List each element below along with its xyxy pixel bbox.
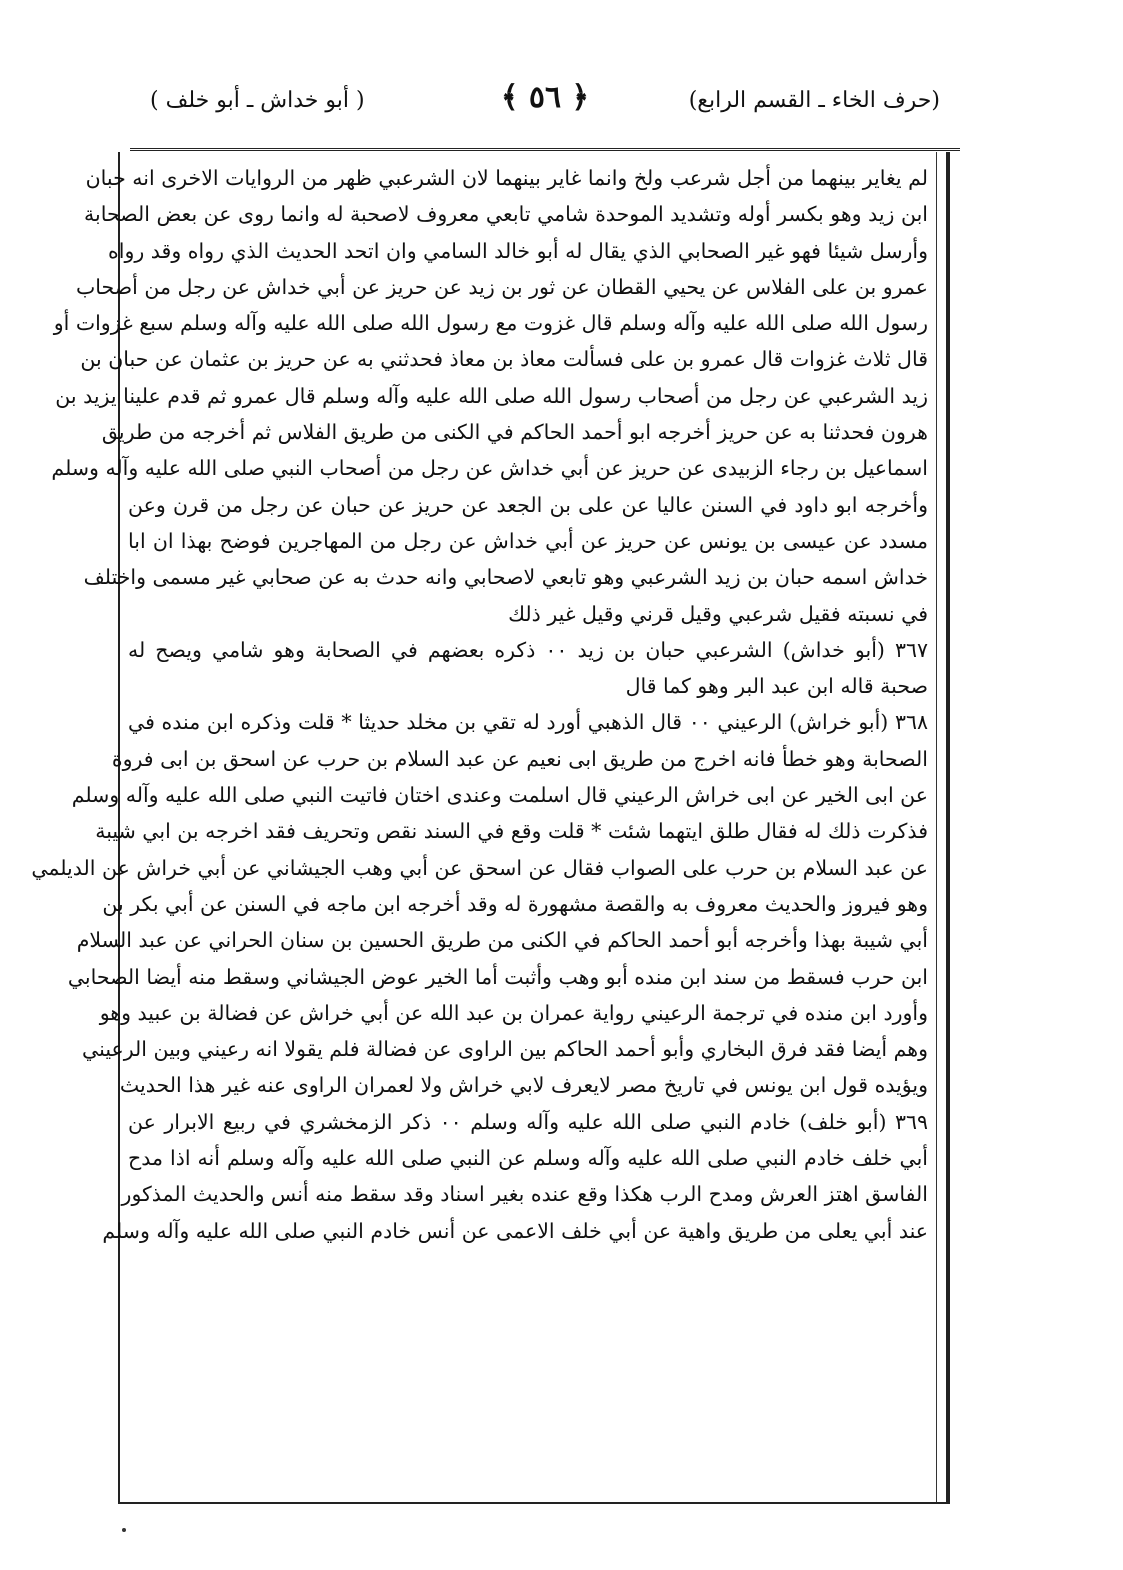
text-line: أبي شيبة بهذا وأخرجه أبو أحمد الحاكم في الكنى من طريق الحسين بن سنان الحراني عن عبد السلام — [76, 928, 928, 953]
text-line: رسول الله صلى الله عليه وآله وسلم قال غزوت مع رسول الله صلى الله عليه وآله وسلم سبع غزوات أو — [53, 311, 928, 336]
entry-368-line: ٣٦٨ (أبو خراش) الرعيني ٠٠ قال الذهبي أورد له تقي بن مخلد حديثا * قلت وذكره ابن منده في — [128, 710, 928, 735]
stray-ink-mark — [122, 1528, 126, 1532]
section-heading: (حرف الخاء ـ القسم الرابع) — [688, 88, 940, 113]
text-line: وأخرجه ابو داود في السنن عاليا عن على بن الجعد عن حريز عن حبان عن رجل من قرن وعن — [128, 492, 928, 517]
text-line: عند أبي يعلى من طريق واهية عن أبي خلف الاعمى عن أنس خادم النبي صلى الله عليه وآله وسلم — [102, 1218, 928, 1243]
text-line: قال ثلاث غزوات قال عمرو بن على فسألت معاذ بن معاذ فحدثني به عن حريز بن عثمان عن حبان بن — [80, 347, 928, 372]
text-line: الصحابة وهو خطأ فانه اخرج من طريق ابى نعيم عن عبد السلام بن حرب عن اسحق بن ابى فروة — [111, 746, 928, 771]
page-number: ﴿ ٥٦ ﴾ — [500, 80, 590, 115]
text-line: وهو فيروز والحديث معروف به والقصة مشهورة له وقد أخرجه ابن ماجه في السنن عن أبي بكر بن — [102, 891, 928, 916]
text-line: عن عبد السلام بن حرب على الصواب فقال عن اسحق عن أبي وهب الجيشاني عن أبي خراش عن الديلمي — [31, 855, 928, 880]
entry-369-line: ٣٦٩ (أبو خلف) خادم النبي صلى الله عليه وآله وسلم ٠٠ ذكر الزمخشري في ربيع الابرار عن — [128, 1109, 928, 1134]
text-line: عن ابى الخير عن ابى خراش الرعيني قال اسلمت وعندى اختان فاتيت النبي صلى الله عليه وآله وسلم — [71, 783, 928, 808]
text-line: زيد الشرعبي عن رجل من أصحاب رسول الله صلى الله عليه وآله وسلم قال عمرو ثم قدم علينا يزيد بن — [55, 383, 928, 408]
text-line: صحبة قاله ابن عبد البر وهو كما قال — [625, 674, 928, 699]
text-line: وأرسل شيئا فهو غير الصحابي الذي يقال له أبو خالد السامي وان اتحد الحديث الذي رواه وقد رواه — [108, 238, 928, 263]
text-line: لم يغاير بينهما من أجل شرعب ولخ وانما غاير بينهما لان الشرعبي ظهر من الروايات الاخرى انه حبان — [85, 166, 928, 190]
text-line: الفاسق اهتز العرش ومدح الرب هكذا وقع عنده بغير اسناد وقد سقط منه أنس والحديث المذكور — [121, 1182, 928, 1207]
header-rule — [130, 148, 960, 151]
page-header — [150, 78, 940, 138]
text-line: مسدد عن عيسى بن يونس عن حريز عن أبي خداش عن رجل من المهاجرين فوضح بهذا ان ابا — [128, 528, 928, 553]
text-line: عمرو بن على الفلاس عن يحيي القطان عن ثور بن زيد عن حريز عن أبي خداش عن رجل من أصحاب — [76, 274, 928, 299]
text-line: ابن حرب فسقط من سند ابن منده أبو وهب وأثبت أما الخير عوض الجيشاني وسقط منه أيضا الصحابي — [67, 964, 928, 989]
text-line: خداش اسمه حبان بن زيد الشرعبي وهو تابعي لاصحابي وانه حدث به عن صحابي غير مسمى واختلف — [83, 565, 928, 590]
frame-inner-line — [936, 152, 937, 1502]
text-line: في نسبته فقيل شرعبي وقيل قرني وقيل غير ذلك — [508, 601, 928, 626]
text-line: أبي خلف خادم النبي صلى الله عليه وآله وسلم عن النبي صلى الله عليه وآله وسلم أنه اذا مدح — [128, 1146, 928, 1171]
text-line: وأورد ابن منده في ترجمة الرعيني رواية عمران بن عبد الله عن أبي خراش عن فضالة بن عبيد وهو — [99, 1000, 928, 1025]
entry-367-line: ٣٦٧ (أبو خداش) الشرعبي حبان بن زيد ٠٠ ذكره بعضهم في الصحابة وهو شامي ويصح له — [128, 637, 928, 662]
text-line: فذكرت ذلك له فقال طلق ايتهما شئت * قلت وقع في السند نقص وتحريف فقد اخرجه بن ابي شيبة — [95, 819, 928, 844]
text-line: هرون فحدثنا به عن حريز أخرجه ابو أحمد الحاكم في الكنى من طريق الفلاس ثم أخرجه من طريق — [101, 420, 928, 445]
text-line: اسماعيل بن رجاء الزبيدى عن حريز عن أبي خداش عن رجل من أصحاب النبي صلى الله عليه وآله وسلم — [51, 456, 928, 481]
text-body — [31, 160, 928, 1249]
text-line: ابن زيد وهو بكسر أوله وتشديد الموحدة شامي تابعي معروف لاصحبة له وانما روى عن بعض الصحابة — [84, 202, 928, 227]
entry-range-heading: ( أبو خداش ـ أبو خلف ) — [150, 88, 365, 113]
text-line: ويؤيده قول ابن يونس في تاريخ مصر لايعرف لابي خراش ولا لعمران الراوى عنه غير هذا الحديث — [119, 1073, 928, 1098]
text-line: وهم أيضا فقد فرق البخاري وأبو أحمد الحاكم بين الراوى عن فضالة فلم يقولا انه رعيني وبين الرعيني — [82, 1037, 928, 1062]
